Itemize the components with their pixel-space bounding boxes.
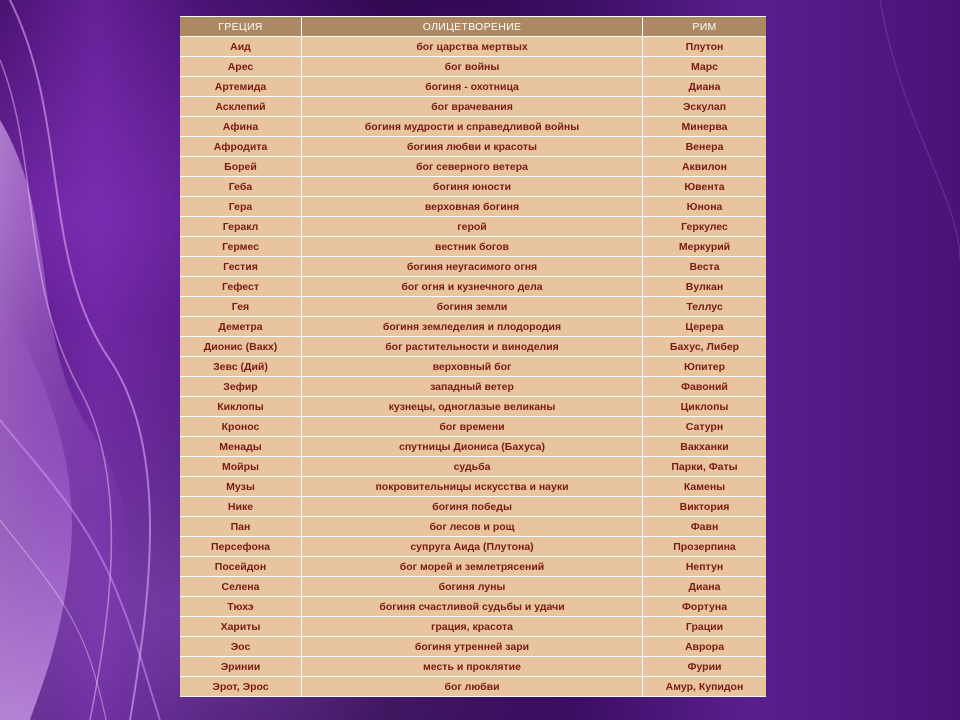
roman-name-cell: Виктория [643,497,767,517]
table-row [180,317,766,337]
greek-name-cell: Нике [180,497,302,517]
greek-name-cell: Асклепий [180,97,302,117]
greek-name-cell: Эрот, Эрос [180,677,302,697]
table-row [180,237,766,257]
personification-cell: герой [302,217,643,237]
header-rome: РИМ [643,17,767,37]
table-row [180,677,766,697]
personification-cell: супруга Аида (Плутона) [302,537,643,557]
personification-cell: спутницы Диониса (Бахуса) [302,437,643,457]
personification-cell: богиня неугасимого огня [302,257,643,277]
roman-name-cell: Минерва [643,117,767,137]
roman-name-cell: Юпитер [643,357,767,377]
roman-name-cell: Грации [643,617,767,637]
roman-name-cell: Веста [643,257,767,277]
personification-cell: богиня любви и красоты [302,137,643,157]
table-row [180,377,766,397]
personification-cell: бог царства мертвых [302,37,643,57]
greek-name-cell: Пан [180,517,302,537]
table-row [180,417,766,437]
greek-name-cell: Эос [180,637,302,657]
table-row [180,277,766,297]
table-row [180,337,766,357]
table-row [180,117,766,137]
roman-name-cell: Прозерпина [643,537,767,557]
table-row [180,97,766,117]
roman-name-cell: Венера [643,137,767,157]
table-row [180,37,766,57]
table-row [180,637,766,657]
header-greece: ГРЕЦИЯ [180,17,302,37]
header-personification: ОЛИЦЕТВОРЕНИЕ [302,17,643,37]
greek-name-cell: Мойры [180,457,302,477]
roman-name-cell: Эскулап [643,97,767,117]
table-row [180,457,766,477]
roman-name-cell: Фурии [643,657,767,677]
greek-name-cell: Геба [180,177,302,197]
roman-name-cell: Фавоний [643,377,767,397]
table-body [180,37,766,697]
table-row [180,437,766,457]
greek-name-cell: Киклопы [180,397,302,417]
table-row [180,537,766,557]
greek-name-cell: Зевс (Дий) [180,357,302,377]
greek-name-cell: Зефир [180,377,302,397]
roman-name-cell: Меркурий [643,237,767,257]
table-row [180,257,766,277]
roman-name-cell: Вакханки [643,437,767,457]
table-row [180,137,766,157]
roman-name-cell: Циклопы [643,397,767,417]
table-row [180,197,766,217]
table-row [180,617,766,637]
roman-name-cell: Амур, Купидон [643,677,767,697]
personification-cell: судьба [302,457,643,477]
table-row [180,577,766,597]
table-row [180,597,766,617]
personification-cell: верховный бог [302,357,643,377]
personification-cell: богиня победы [302,497,643,517]
table-row [180,157,766,177]
personification-cell: бог северного ветера [302,157,643,177]
greek-name-cell: Афина [180,117,302,137]
personification-cell: бог морей и землетрясений [302,557,643,577]
table-row [180,177,766,197]
roman-name-cell: Вулкан [643,277,767,297]
personification-cell: бог любви [302,677,643,697]
personification-cell: кузнецы, одноглазые великаны [302,397,643,417]
greek-name-cell: Музы [180,477,302,497]
table-row [180,477,766,497]
table-row [180,77,766,97]
table-row [180,217,766,237]
roman-name-cell: Диана [643,577,767,597]
roman-name-cell: Сатурн [643,417,767,437]
greek-name-cell: Гермес [180,237,302,257]
roman-name-cell: Парки, Фаты [643,457,767,477]
greek-name-cell: Аид [180,37,302,57]
roman-name-cell: Юнона [643,197,767,217]
greek-name-cell: Афродита [180,137,302,157]
greek-name-cell: Посейдон [180,557,302,577]
roman-name-cell: Фавн [643,517,767,537]
greek-name-cell: Эринии [180,657,302,677]
roman-name-cell: Камены [643,477,767,497]
greek-name-cell: Хариты [180,617,302,637]
personification-cell: западный ветер [302,377,643,397]
roman-name-cell: Аквилон [643,157,767,177]
personification-cell: бог войны [302,57,643,77]
roman-name-cell: Теллус [643,297,767,317]
greek-name-cell: Деметра [180,317,302,337]
greek-name-cell: Кронос [180,417,302,437]
roman-name-cell: Геркулес [643,217,767,237]
greek-name-cell: Арес [180,57,302,77]
greek-name-cell: Гея [180,297,302,317]
table-row [180,397,766,417]
personification-cell: бог огня и кузнечного дела [302,277,643,297]
personification-cell: вестник богов [302,237,643,257]
table-row [180,357,766,377]
table-row [180,657,766,677]
greek-name-cell: Тюхэ [180,597,302,617]
personification-cell: богиня счастливой судьбы и удачи [302,597,643,617]
table-row [180,517,766,537]
greek-name-cell: Артемида [180,77,302,97]
roman-name-cell: Марс [643,57,767,77]
table-row [180,557,766,577]
greek-name-cell: Гефест [180,277,302,297]
personification-cell: богиня земледелия и плодородия [302,317,643,337]
greek-name-cell: Персефона [180,537,302,557]
table-row [180,297,766,317]
table-header-row [180,17,766,37]
roman-name-cell: Нептун [643,557,767,577]
table-row [180,497,766,517]
greek-name-cell: Гера [180,197,302,217]
table-row [180,57,766,77]
personification-cell: богиня юности [302,177,643,197]
greek-name-cell: Дионис (Вакх) [180,337,302,357]
roman-name-cell: Фортуна [643,597,767,617]
personification-cell: богиня утренней зари [302,637,643,657]
personification-cell: бог врачевания [302,97,643,117]
roman-name-cell: Церера [643,317,767,337]
greek-name-cell: Гестия [180,257,302,277]
greek-name-cell: Геракл [180,217,302,237]
personification-cell: покровительницы искусства и науки [302,477,643,497]
gods-correspondence-table [180,16,766,697]
roman-name-cell: Ювента [643,177,767,197]
personification-cell: богиня мудрости и справедливой войны [302,117,643,137]
greek-name-cell: Борей [180,157,302,177]
personification-cell: бог лесов и рощ [302,517,643,537]
roman-name-cell: Диана [643,77,767,97]
personification-cell: верховная богиня [302,197,643,217]
roman-name-cell: Аврора [643,637,767,657]
personification-cell: бог растительности и виноделия [302,337,643,357]
roman-name-cell: Плутон [643,37,767,57]
personification-cell: богиня - охотница [302,77,643,97]
personification-cell: грация, красота [302,617,643,637]
personification-cell: богиня луны [302,577,643,597]
personification-cell: бог времени [302,417,643,437]
roman-name-cell: Бахус, Либер [643,337,767,357]
greek-name-cell: Менады [180,437,302,457]
greek-name-cell: Селена [180,577,302,597]
personification-cell: богиня земли [302,297,643,317]
personification-cell: месть и проклятие [302,657,643,677]
